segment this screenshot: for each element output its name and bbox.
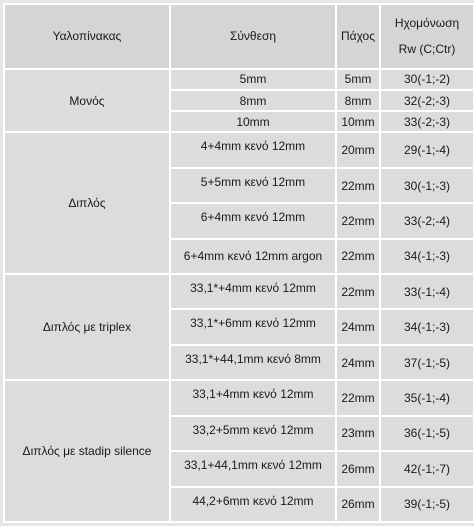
glass-acoustic-table: [3, 3, 474, 523]
header-acoustic: [380, 4, 474, 69]
composition-cell: 6+4mm κενό 12mm argon: [170, 239, 336, 274]
rw-cell: 35(-1;-4): [380, 380, 474, 415]
rw-cell: 33(-2;-3): [380, 111, 474, 132]
header-acoustic-unit: Rw (C;Ctr): [398, 42, 456, 57]
group-label: Μονός: [4, 69, 170, 133]
thickness-cell: 24mm: [336, 345, 380, 380]
rw-cell: 30(-1;-2): [380, 69, 474, 90]
composition-cell: 33,1*+6mm κενό 12mm: [170, 309, 336, 344]
header-thickness: Πάχος: [336, 4, 380, 69]
composition-cell: 6+4mm κενό 12mm: [170, 203, 336, 238]
table-row: [4, 69, 474, 90]
thickness-cell: 22mm: [336, 274, 380, 309]
rw-cell: 37(-1;-5): [380, 345, 474, 380]
composition-cell: 33,2+5mm κενό 12mm: [170, 416, 336, 451]
thickness-cell: 8mm: [336, 90, 380, 111]
thickness-cell: 22mm: [336, 380, 380, 415]
acoustic-table-container: [3, 3, 473, 523]
table-row: [4, 380, 474, 415]
rw-cell: 42(-1;-7): [380, 451, 474, 486]
composition-cell: 10mm: [170, 111, 336, 132]
rw-cell: 33(-1;-4): [380, 274, 474, 309]
composition-cell: 5mm: [170, 69, 336, 90]
composition-cell: 33,1+44,1mm κενό 12mm: [170, 451, 336, 486]
table-row: [4, 132, 474, 167]
rw-cell: 36(-1;-5): [380, 416, 474, 451]
composition-cell: 5+5mm κενό 12mm: [170, 168, 336, 203]
thickness-cell: 20mm: [336, 132, 380, 167]
thickness-cell: 22mm: [336, 239, 380, 274]
rw-cell: 34(-1;-3): [380, 309, 474, 344]
table-header-row: [4, 4, 474, 69]
composition-cell: 4+4mm κενό 12mm: [170, 132, 336, 167]
thickness-cell: 10mm: [336, 111, 380, 132]
composition-cell: 33,1+4mm κενό 12mm: [170, 380, 336, 415]
header-acoustic-title: Ηχομόνωση: [394, 16, 460, 31]
group-label: Διπλός με triplex: [4, 274, 170, 380]
thickness-cell: 26mm: [336, 487, 380, 522]
rw-cell: 33(-2;-4): [380, 203, 474, 238]
thickness-cell: 24mm: [336, 309, 380, 344]
rw-cell: 39(-1;-5): [380, 487, 474, 522]
composition-cell: 44,2+6mm κενό 12mm: [170, 487, 336, 522]
header-composition: Σύνθεση: [170, 4, 336, 69]
group-label: Διπλός: [4, 132, 170, 274]
thickness-cell: 5mm: [336, 69, 380, 90]
composition-cell: 33,1*+44,1mm κενό 8mm: [170, 345, 336, 380]
rw-cell: 34(-1;-3): [380, 239, 474, 274]
rw-cell: 32(-2;-3): [380, 90, 474, 111]
header-glass: Υαλοπίνακας: [4, 4, 170, 69]
composition-cell: 8mm: [170, 90, 336, 111]
thickness-cell: 23mm: [336, 416, 380, 451]
table-row: [4, 274, 474, 309]
thickness-cell: 22mm: [336, 203, 380, 238]
rw-cell: 30(-1;-3): [380, 168, 474, 203]
thickness-cell: 22mm: [336, 168, 380, 203]
group-label: Διπλός με stadip silence: [4, 380, 170, 522]
composition-cell: 33,1*+4mm κενό 12mm: [170, 274, 336, 309]
rw-cell: 29(-1;-4): [380, 132, 474, 167]
thickness-cell: 26mm: [336, 451, 380, 486]
